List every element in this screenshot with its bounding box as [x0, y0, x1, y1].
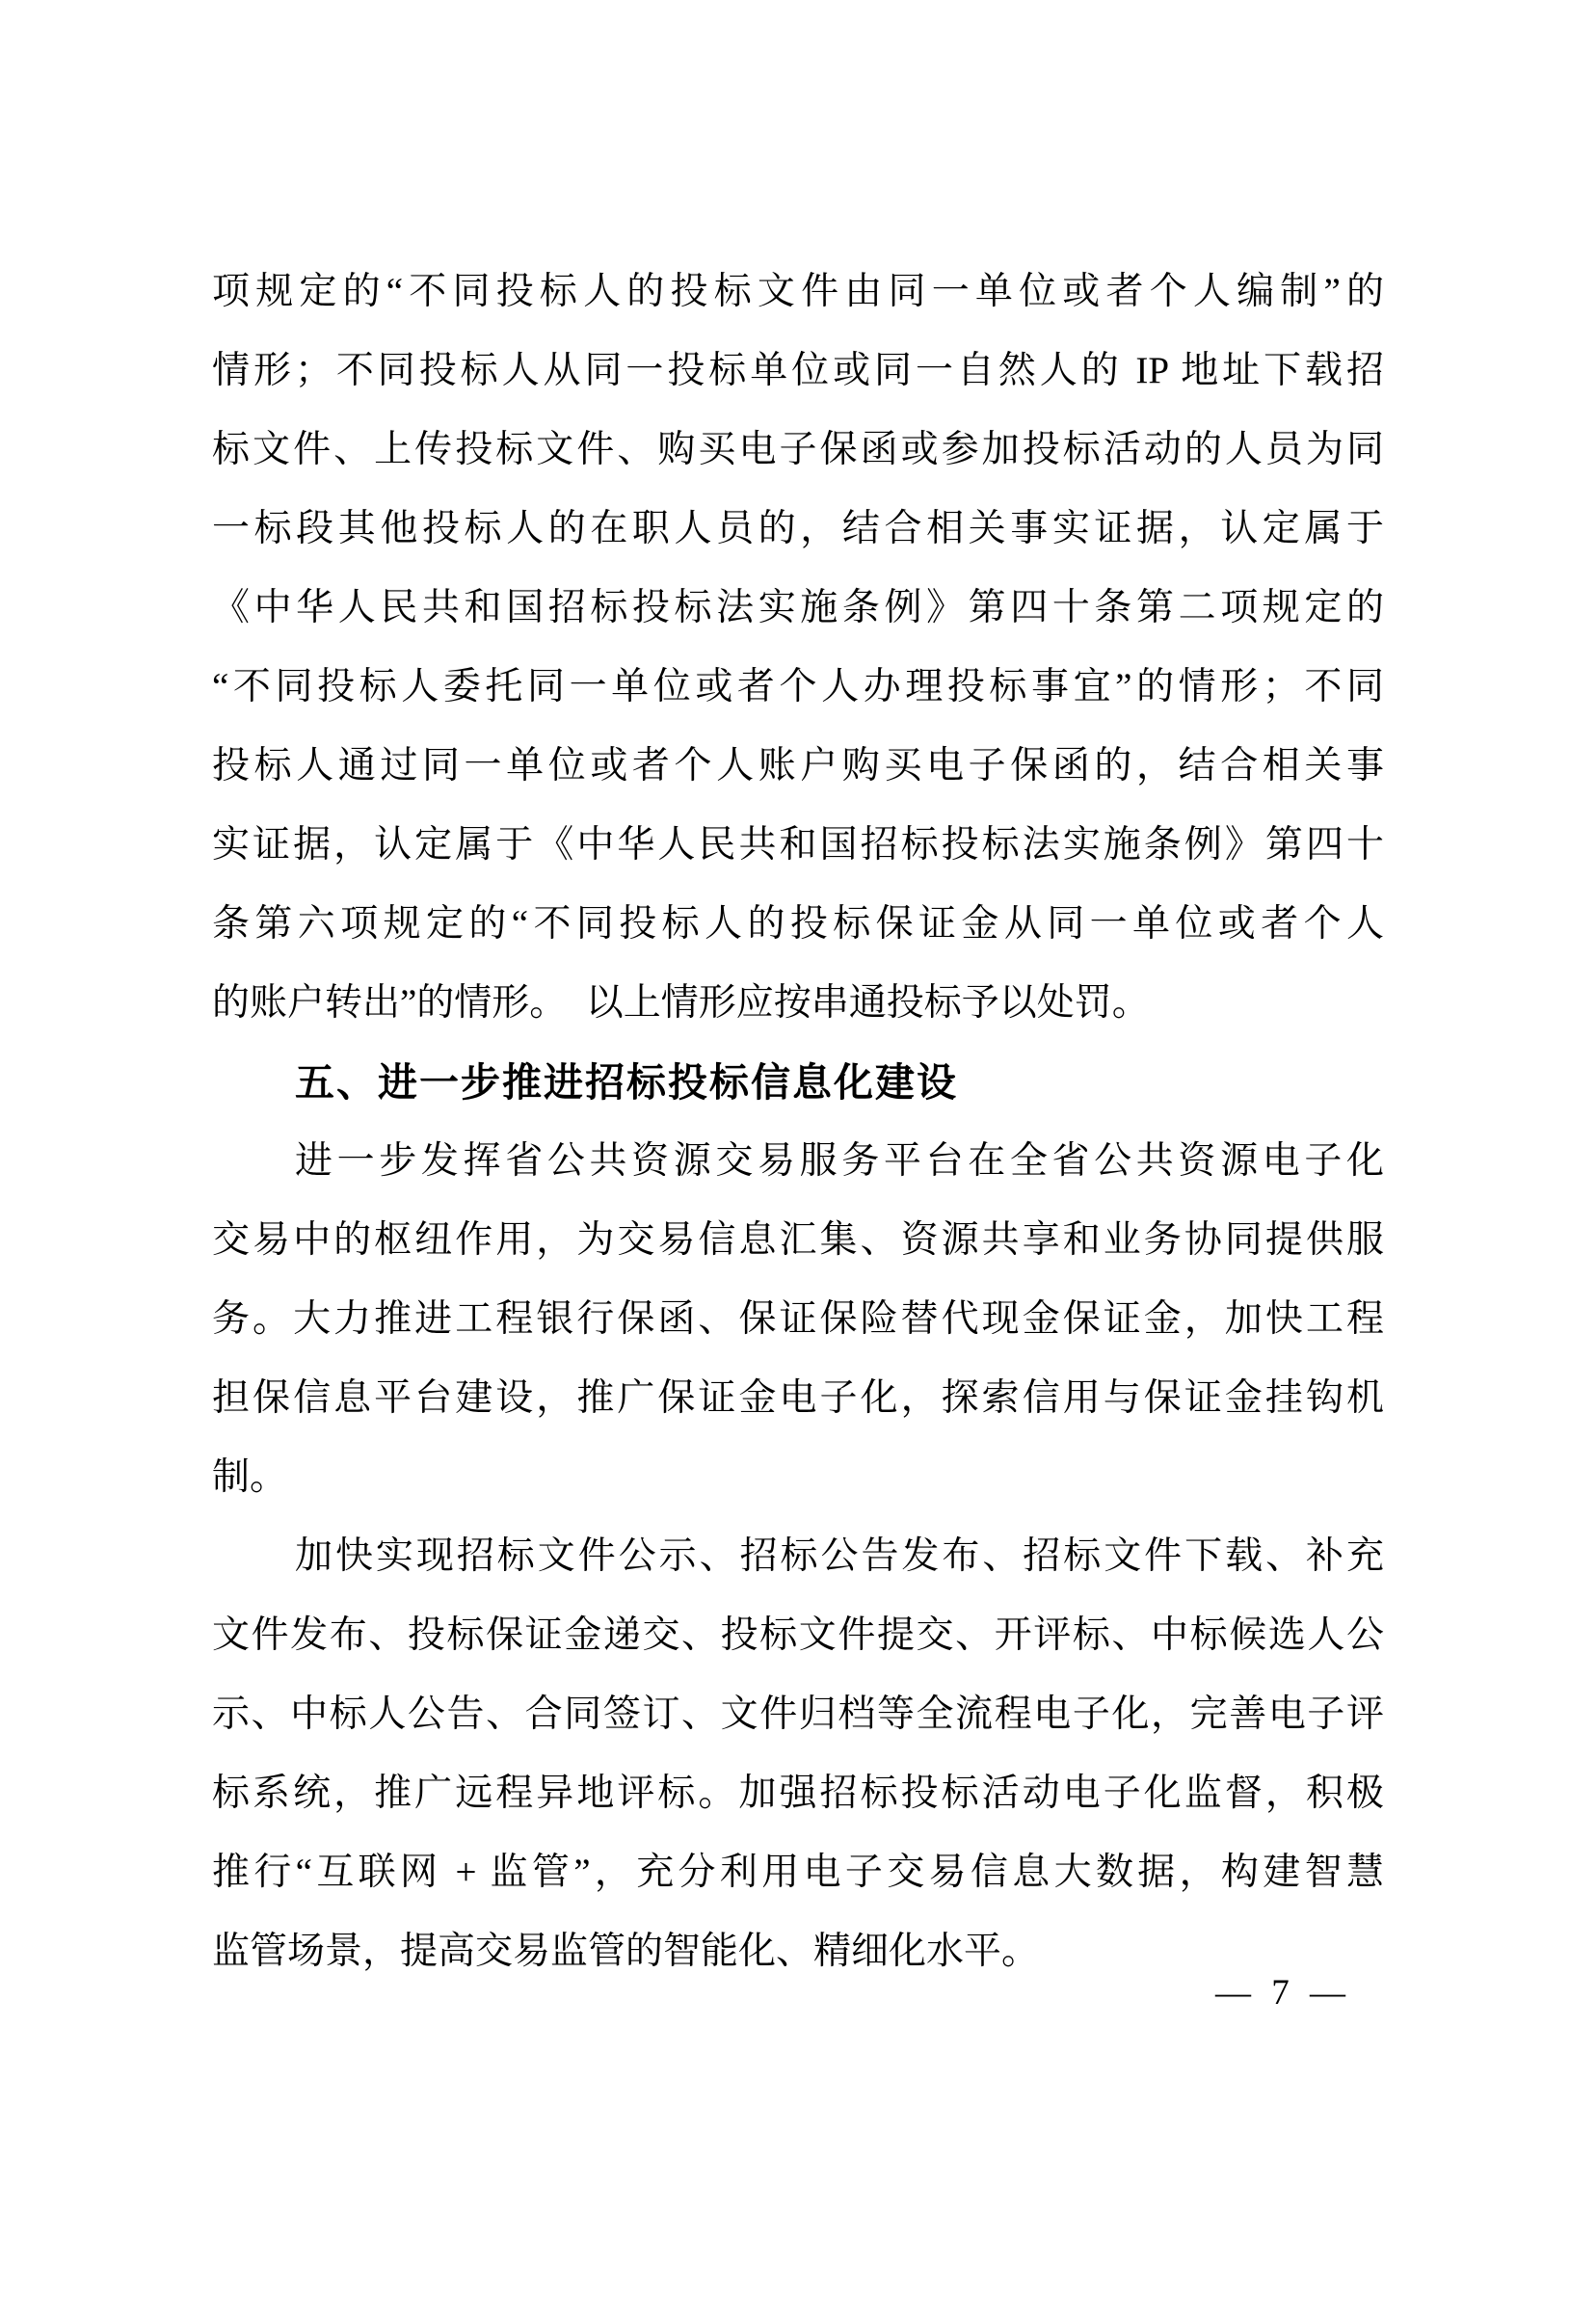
- body-line: 加快实现招标文件公示、招标公告发布、招标文件下载、补充: [295, 1535, 1384, 1577]
- body-line: 务。大力推进工程银行保函、保证保险替代现金保证金，加快工程: [212, 1298, 1384, 1340]
- body-line: 情形；不同投标人从同一投标单位或同一自然人的 IP 地址下载招: [212, 350, 1384, 391]
- section-heading: 五、进一步推进招标投标信息化建设: [295, 1060, 958, 1105]
- body-line: 推行“互联网 + 监管”，充分利用电子交易信息大数据，构建智慧: [212, 1852, 1384, 1893]
- body-line: “不同投标人委托同一单位或者个人办理投标事宜”的情形；不同: [212, 666, 1384, 707]
- body-line: 监管场景，提高交易监管的智能化、精细化水平。: [212, 1931, 1040, 1972]
- body-line: 制。: [212, 1456, 288, 1498]
- body-line: 项规定的“不同投标人的投标文件由同一单位或者个人编制”的: [212, 271, 1384, 312]
- body-line: 条第六项规定的“不同投标人的投标保证金从同一单位或者个人: [212, 903, 1384, 945]
- body-line: 标系统，推广远程异地评标。加强招标投标活动电子化监督，积极: [212, 1773, 1384, 1814]
- body-line: 一标段其他投标人的在职人员的，结合相关事实证据，认定属于: [212, 508, 1384, 549]
- page-number: — 7 —: [1215, 1973, 1351, 2013]
- body-line: 标文件、上传投标文件、购买电子保函或参加投标活动的人员为同: [212, 429, 1384, 470]
- body-line: 示、中标人公告、合同签订、文件归档等全流程电子化，完善电子评: [212, 1693, 1384, 1735]
- body-line: 交易中的枢纽作用，为交易信息汇集、资源共享和业务协同提供服: [212, 1219, 1384, 1261]
- document-body: [212, 253, 1384, 1991]
- body-line: 实证据，认定属于《中华人民共和国招标投标法实施条例》第四十: [212, 824, 1384, 866]
- body-line: 文件发布、投标保证金递交、投标文件提交、开评标、中标候选人公: [212, 1614, 1384, 1656]
- body-line: 投标人通过同一单位或者个人账户购买电子保函的，结合相关事: [212, 745, 1384, 787]
- body-line: 的账户转出”的情形。 以上情形应按串通投标予以处罚。: [212, 982, 1150, 1024]
- body-line: 担保信息平台建设，推广保证金电子化，探索信用与保证金挂钩机: [212, 1377, 1384, 1419]
- body-line: 进一步发挥省公共资源交易服务平台在全省公共资源电子化: [295, 1140, 1384, 1182]
- body-line: 《中华人民共和国招标投标法实施条例》第四十条第二项规定的: [212, 587, 1384, 628]
